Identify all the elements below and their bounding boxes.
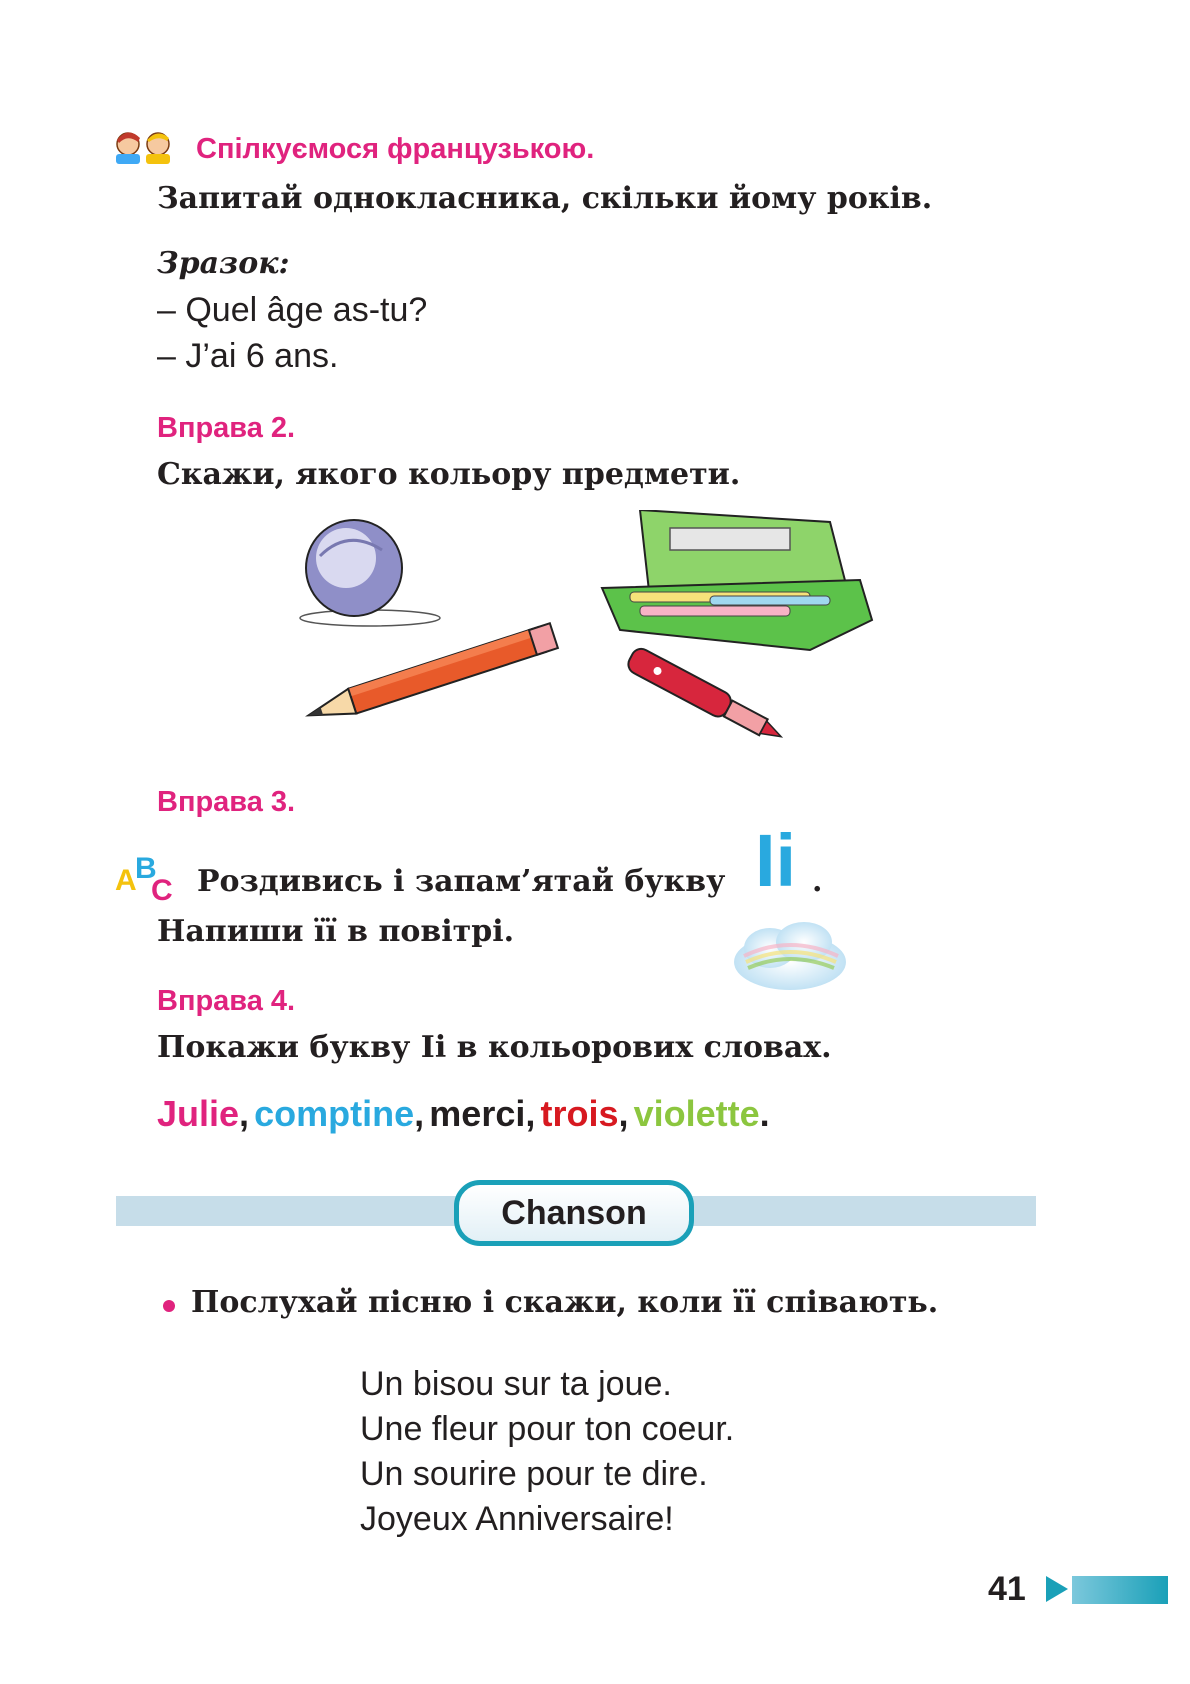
abc-icon (113, 850, 179, 902)
song-line-1: Un bisou sur ta joue. (360, 1365, 672, 1403)
page-number: 41 (988, 1570, 1026, 1608)
svg-text:A: A (115, 864, 137, 897)
separator: , (525, 1093, 536, 1134)
pencil-image (304, 623, 557, 727)
marker-image (625, 645, 787, 748)
chanson-instruction: Послухай пісню і скажи, коли її співають. (191, 1285, 939, 1320)
svg-text:B: B (135, 852, 157, 885)
word-julie: Julie (157, 1093, 240, 1134)
exercise-3-instruction: Роздивись і запам’ятай букву (197, 864, 726, 899)
separator: , (618, 1093, 629, 1134)
song-lyrics (360, 1362, 734, 1542)
ball-image (300, 520, 440, 626)
song-line-4: Joyeux Anniversaire! (360, 1500, 674, 1538)
exercise-4-label: Вправа 4. (157, 985, 296, 1017)
svg-text:C: C (151, 874, 173, 902)
page-number-bar (1072, 1576, 1168, 1604)
separator: , (239, 1093, 250, 1134)
colored-words (157, 1093, 770, 1135)
exercise-3-line-1 (197, 864, 725, 899)
song-line-3: Un sourire pour te dire. (360, 1455, 708, 1493)
school-items-illustration (290, 510, 910, 770)
dialog-line-1: – Quel âge as-tu? (157, 291, 428, 329)
bullet-dot (163, 1300, 175, 1312)
word-comptine: comptine (254, 1093, 415, 1134)
exercise-3-instruction-line2: Напиши її в повітрі. (157, 914, 515, 949)
period: . (759, 1093, 770, 1134)
page-arrow-icon (1044, 1574, 1070, 1604)
section-instruction: Запитай однокласника, скільки йому років. (157, 181, 933, 216)
exercise-3-period: . (812, 864, 823, 899)
song-line-2: Une fleur pour ton coeur. (360, 1410, 735, 1448)
chanson-title: Chanson (501, 1193, 647, 1232)
kids-talking-icon (112, 126, 178, 166)
word-violette: violette (633, 1093, 760, 1134)
exercise-3-label: Вправа 3. (157, 786, 296, 818)
section-title: Спілкуємося французькою. (196, 133, 595, 165)
word-merci: merci (429, 1093, 526, 1134)
separator: , (414, 1093, 425, 1134)
dialog-line-2: – J’ai 6 ans. (157, 337, 339, 375)
exercise-2-label: Вправа 2. (157, 412, 296, 444)
word-trois: trois (540, 1093, 619, 1134)
exercise-2-instruction: Скажи, якого кольору предмети. (157, 457, 741, 492)
cloud-icon (730, 918, 850, 994)
chanson-title-box (454, 1180, 694, 1246)
pencil-case-image (602, 510, 872, 650)
exercise-4-instruction: Покажи букву Ii в кольорових словах. (157, 1030, 832, 1065)
example-label: Зразок: (157, 246, 290, 281)
letter-i: Ii (755, 819, 797, 902)
